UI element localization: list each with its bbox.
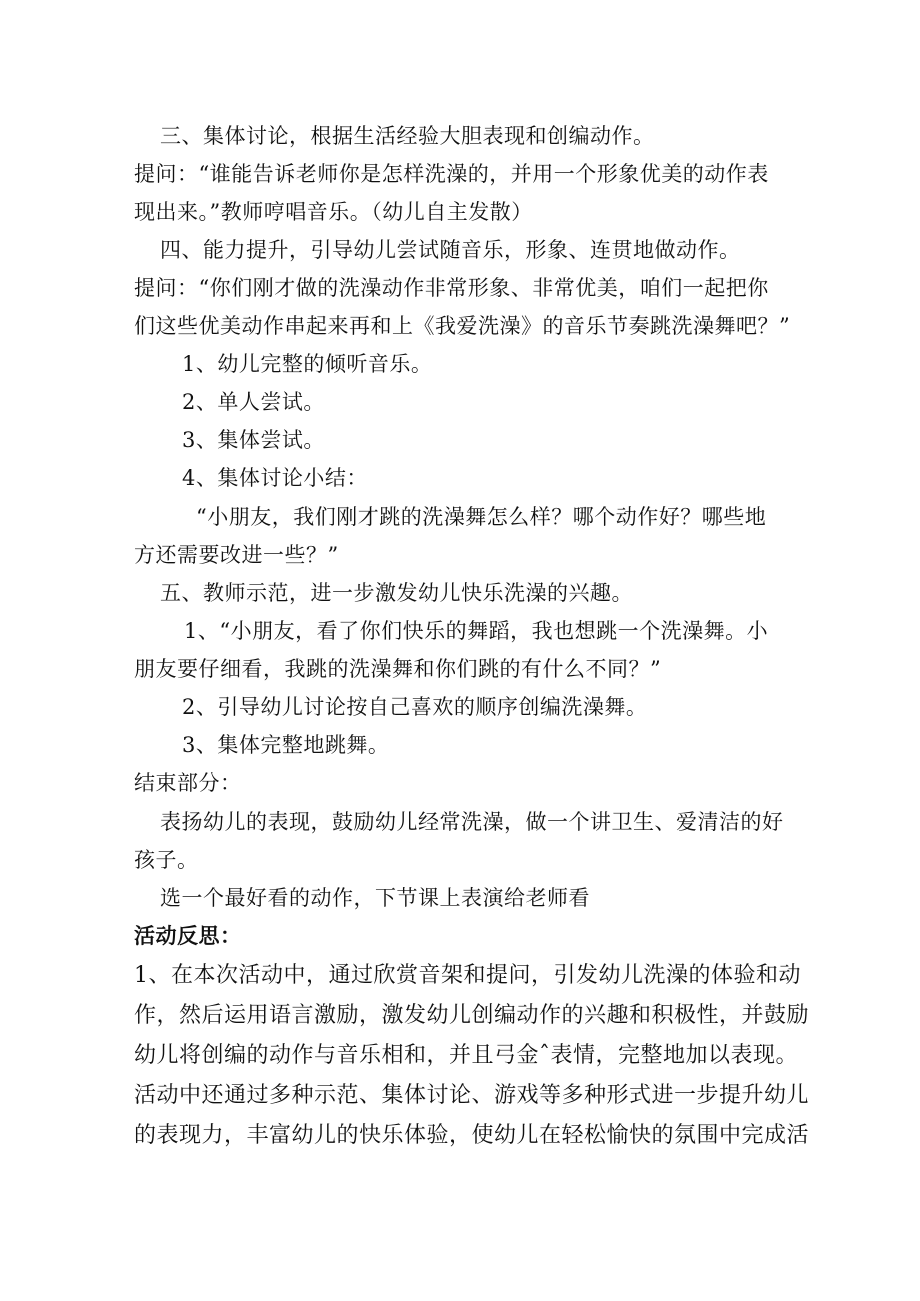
ending-heading: 结束部分： bbox=[134, 771, 242, 795]
reflection-line: 的表现力，丰富幼儿的快乐体验，使幼儿在轻松愉快的氛围中完成活 bbox=[134, 1123, 810, 1148]
paragraph-line: 选一个最好看的动作，下节课上表演给老师看 bbox=[160, 886, 590, 910]
section-3-heading: 三、集体讨论，根据生活经验大胆表现和创编动作。 bbox=[160, 124, 655, 148]
reflection-line: 作，然后运用语言激励，激发幼儿创编动作的兴趣和积极性，并鼓励 bbox=[134, 1003, 810, 1028]
paragraph-line: 表扬幼儿的表现，鼓励幼儿经常洗澡，做一个讲卫生、爱清洁的好 bbox=[160, 810, 784, 834]
reflection-line: 幼儿将创编的动作与音乐相和，并且弓金ˆ表情，完整地加以表现。 bbox=[134, 1043, 799, 1068]
quote-line: “小朋友，我们刚才跳的洗澡舞怎么样？哪个动作好？哪些地 bbox=[196, 505, 767, 529]
list-item: 4、集体讨论小结： bbox=[182, 466, 368, 490]
list-item: 3、集体完整地跳舞。 bbox=[182, 733, 390, 757]
list-item: 1、“小朋友，看了你们快乐的舞蹈，我也想跳一个洗澡舞。小 bbox=[184, 619, 769, 643]
list-item: 1、幼儿完整的倾听音乐。 bbox=[182, 352, 433, 376]
list-item-cont: 朋友要仔细看，我跳的洗澡舞和你们跳的有什么不同？” bbox=[134, 657, 662, 681]
list-item: 2、单人尝试。 bbox=[182, 390, 325, 414]
question-line: 提问：“谁能告诉老师你是怎样洗澡的，并用一个形象优美的动作表 bbox=[134, 162, 769, 186]
question-line-cont: 们这些优美动作串起来再和上《我爱洗澡》的音乐节奏跳洗澡舞吧？” bbox=[134, 314, 791, 338]
question-line: 提问：“你们刚才做的洗澡动作非常形象、非常优美，咱们一起把你 bbox=[134, 276, 769, 300]
list-item: 2、引导幼儿讨论按自己喜欢的顺序创编洗澡舞。 bbox=[182, 695, 648, 719]
reflection-heading: 活动反思： bbox=[134, 923, 242, 948]
list-item: 3、集体尝试。 bbox=[182, 428, 325, 452]
quote-line-cont: 方还需要改进一些？” bbox=[134, 543, 339, 567]
paragraph-line-cont: 孩子。 bbox=[134, 848, 199, 872]
reflection-line: 1、在本次活动中，通过欣赏音架和提问，引发幼儿洗澡的体验和动 bbox=[134, 963, 801, 988]
reflection-line: 活动中还通过多种示范、集体讨论、游戏等多种形式进一步提升幼儿 bbox=[134, 1083, 810, 1108]
section-4-heading: 四、能力提升，引导幼儿尝试随音乐，形象、连贯地做动作。 bbox=[160, 238, 741, 262]
section-5-heading: 五、教师示范，进一步激发幼儿快乐洗澡的兴趣。 bbox=[160, 581, 633, 605]
question-line-cont: 现出来。”教师哼唱音乐。（幼儿自主发散） bbox=[134, 200, 533, 224]
